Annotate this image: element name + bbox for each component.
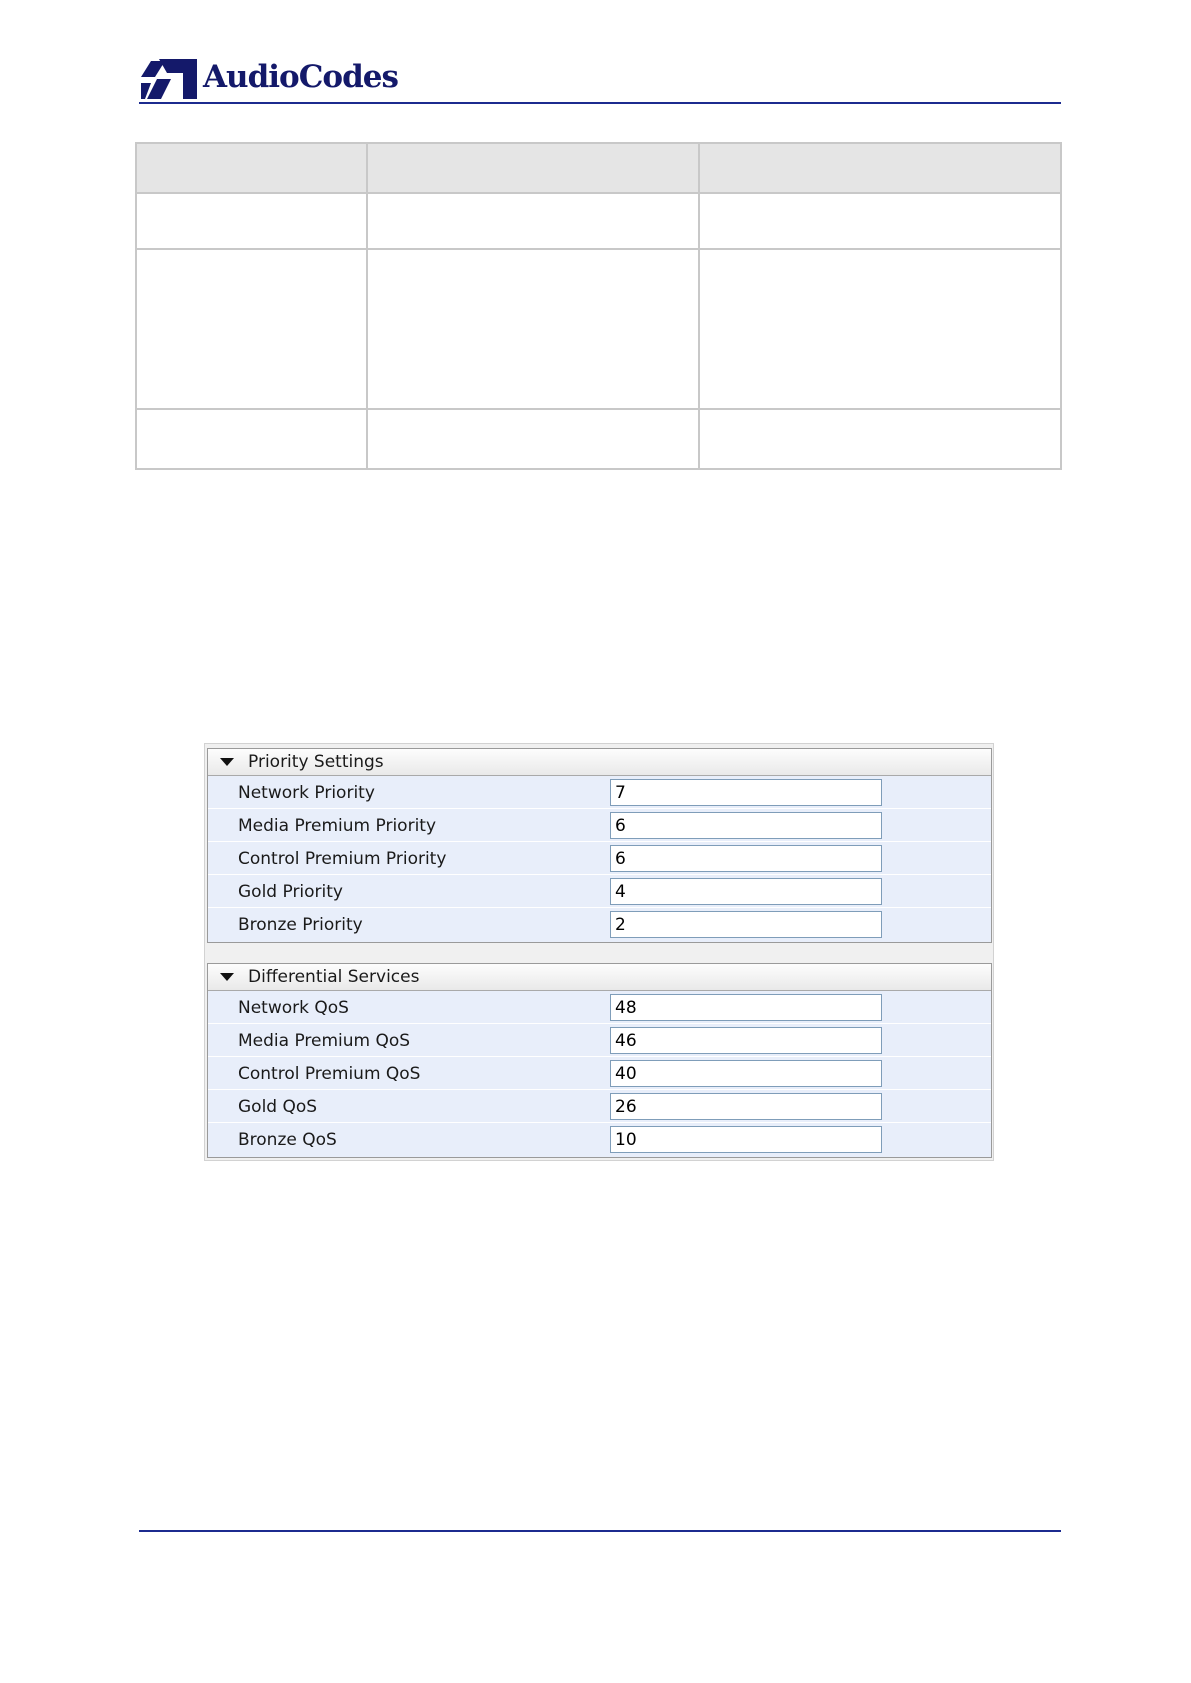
media-premium-priority-row [208,809,991,842]
network-priority-row [208,776,991,809]
gold-priority-input[interactable] [610,878,882,905]
field-label: Bronze Priority [238,915,363,935]
header-rule [139,102,1061,104]
bronze-qos-input[interactable] [610,1126,882,1153]
table-cell [699,193,1061,249]
table-header-row [136,143,1061,193]
field-label: Control Premium Priority [238,849,447,869]
priority-settings-header[interactable] [208,749,991,776]
group-title: Priority Settings [248,752,384,772]
media-premium-qos-row [208,1024,991,1057]
network-qos-row [208,991,991,1024]
parameter-table [135,142,1062,470]
table-cell [699,249,1061,409]
bronze-priority-row [208,908,991,941]
table-row [136,193,1061,249]
collapse-caret-icon[interactable] [220,758,234,766]
field-label: Network QoS [238,998,349,1018]
table-cell [136,249,367,409]
media-premium-priority-input[interactable] [610,812,882,839]
control-premium-qos-input[interactable] [610,1060,882,1087]
group-title: Differential Services [248,967,420,987]
field-label: Media Premium Priority [238,816,437,836]
collapse-caret-icon[interactable] [220,973,234,981]
table-row [136,249,1061,409]
brand-name: AudioCodes [203,58,398,95]
field-label: Control Premium QoS [238,1064,421,1084]
differential-services-group [207,963,992,1158]
bronze-priority-input[interactable] [610,911,882,938]
field-label: Gold QoS [238,1097,318,1117]
footer-rule [139,1530,1061,1532]
table-header-cell [136,143,367,193]
network-priority-input[interactable] [610,779,882,806]
field-label: Bronze QoS [238,1130,337,1150]
table-cell [367,193,699,249]
control-premium-priority-row [208,842,991,875]
table-cell [367,409,699,469]
qos-settings-panel [204,743,994,1161]
table-cell [136,193,367,249]
table-header-cell [699,143,1061,193]
control-premium-qos-row [208,1057,991,1090]
field-label: Media Premium QoS [238,1031,411,1051]
gold-qos-input[interactable] [610,1093,882,1120]
media-premium-qos-input[interactable] [610,1027,882,1054]
field-label: Network Priority [238,783,375,803]
control-premium-priority-input[interactable] [610,845,882,872]
gold-priority-row [208,875,991,908]
audiocodes-logo [141,54,398,100]
gold-qos-row [208,1090,991,1123]
table-cell [136,409,367,469]
table-row [136,409,1061,469]
table-cell [367,249,699,409]
bronze-qos-row [208,1123,991,1156]
differential-services-header[interactable] [208,964,991,991]
table-header-cell [367,143,699,193]
audiocodes-logo-icon [141,55,197,99]
network-qos-input[interactable] [610,994,882,1021]
table-cell [699,409,1061,469]
field-label: Gold Priority [238,882,343,902]
priority-settings-group [207,748,992,943]
